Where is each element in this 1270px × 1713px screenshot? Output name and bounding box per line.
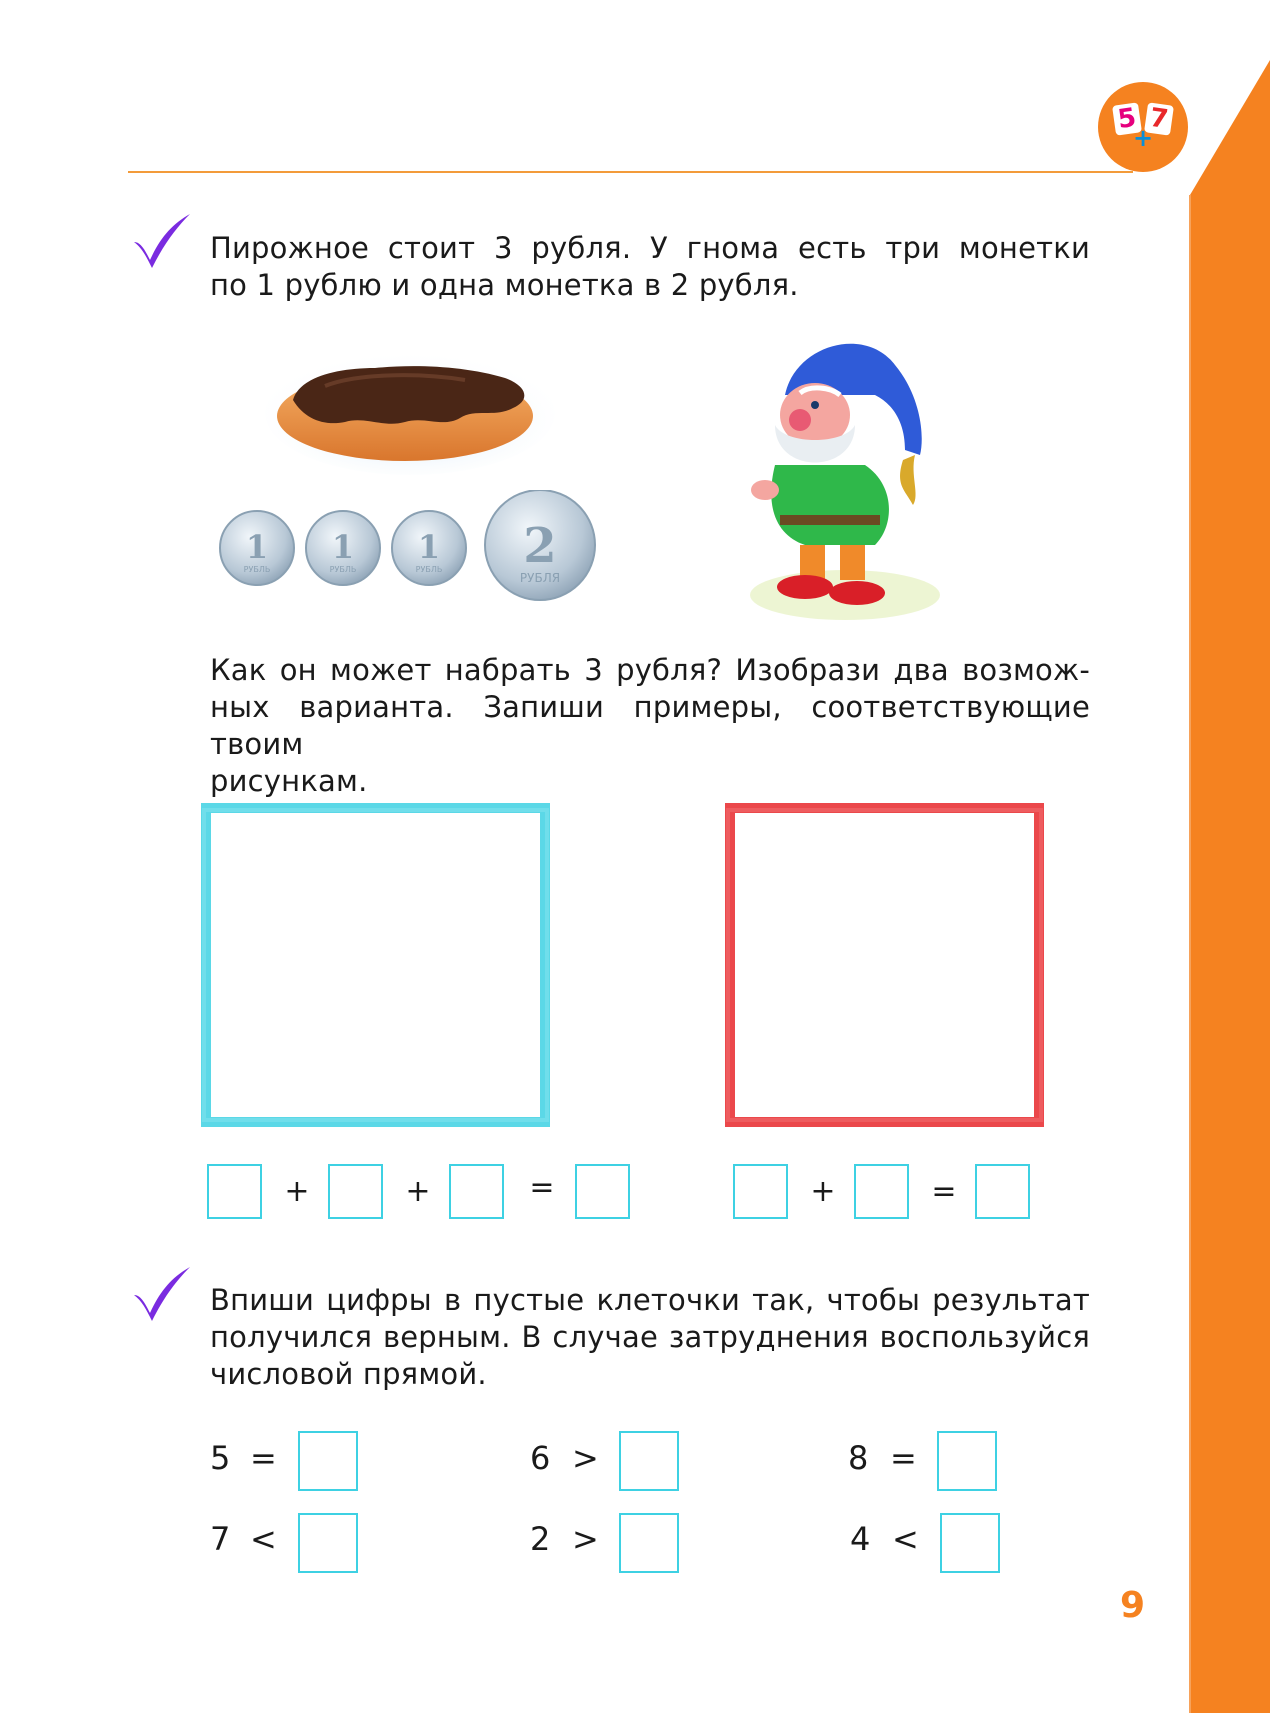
svg-text:РУБЛЬ: РУБЛЬ [243,565,271,574]
task1-line2: по 1 рублю и одна монетка в 2 рубля. [210,268,799,302]
cmp-r2c3-number: 4 [850,1520,871,1558]
task2-line2: получился верным. В случае затруднения воспользуйся [210,1320,1090,1354]
coin-1rub-b [306,511,380,585]
cmp-r1c3-number: 8 [848,1439,869,1477]
question-line2: ных варианта. Запиши примеры, соответствующие твоим [210,690,1090,761]
task2-line3: числовой прямой. [210,1357,487,1391]
cmp-r1c2-operator: > [572,1439,599,1477]
checkmark-icon [130,212,192,272]
svg-text:РУБЛЬ: РУБЛЬ [415,565,443,574]
cmp-r2c2-number: 2 [530,1520,551,1558]
cmp-r1c2-cell[interactable] [619,1431,679,1491]
eq1-cell-2[interactable] [328,1164,383,1219]
cmp-r2c3-operator: < [892,1520,919,1558]
gnome-image [745,325,945,625]
logo-card-right: 7 [1144,102,1174,135]
page-number: 9 [1120,1585,1146,1626]
task1-line1: Пирожное стоит 3 рубля. У гнома есть три монетки [210,231,1090,265]
coin-1rub-c [392,511,466,585]
eq1-op1: + [284,1174,310,1209]
eq2-op1: + [810,1174,836,1209]
cmp-r2c1-operator: < [250,1520,277,1558]
logo-card-left: 5 [1112,102,1142,135]
header-rule [128,171,1133,173]
logo-5-plus-7 [1098,82,1188,172]
cmp-r1c2-number: 6 [530,1439,551,1477]
svg-text:РУБЛЬ: РУБЛЬ [329,565,357,574]
svg-text:2: 2 [523,518,557,574]
question-line3: рисункам. [210,764,368,798]
eq1-cell-3[interactable] [449,1164,504,1219]
task2-text [210,1282,1090,1393]
drawing-box-1[interactable] [198,800,553,1130]
drawing-box-2[interactable] [722,800,1047,1130]
eq2-cell-1[interactable] [733,1164,788,1219]
cmp-r1c3-operator: = [890,1439,917,1477]
eq1-cell-result[interactable] [575,1164,630,1219]
task2-line1: Впиши цифры в пустые клеточки так, чтобы результат [210,1283,1090,1317]
coin-1rub-a [220,511,294,585]
cmp-r2c2-operator: > [572,1520,599,1558]
checkmark-icon [130,1265,192,1325]
cmp-r2c1-cell[interactable] [298,1513,358,1573]
svg-text:1: 1 [245,528,269,566]
question-line1: Как он может набрать 3 рубля? Изобрази два возмож- [210,653,1090,687]
cmp-r2c3-cell[interactable] [940,1513,1000,1573]
task1-question [210,652,1090,800]
svg-text:1: 1 [331,528,355,566]
pastry-image [265,338,555,478]
logo-plus: + [1132,124,1154,152]
cmp-r1c1-cell[interactable] [298,1431,358,1491]
eq1-op2: + [405,1174,431,1209]
svg-text:1: 1 [417,528,441,566]
svg-text:РУБЛЯ: РУБЛЯ [519,571,561,585]
cmp-r1c3-cell[interactable] [937,1431,997,1491]
cmp-r2c1-number: 7 [210,1520,231,1558]
eq2-cell-2[interactable] [854,1164,909,1219]
cmp-r1c1-operator: = [250,1439,277,1477]
eq1-cell-1[interactable] [207,1164,262,1219]
coin-2rub [485,490,595,600]
coins-image [218,490,598,605]
cmp-r2c2-cell[interactable] [619,1513,679,1573]
eq2-cell-result[interactable] [975,1164,1030,1219]
task1-text [210,230,1090,304]
eq2-equals: = [931,1174,957,1209]
eq1-equals: = [529,1170,555,1205]
cmp-r1c1-number: 5 [210,1439,231,1477]
